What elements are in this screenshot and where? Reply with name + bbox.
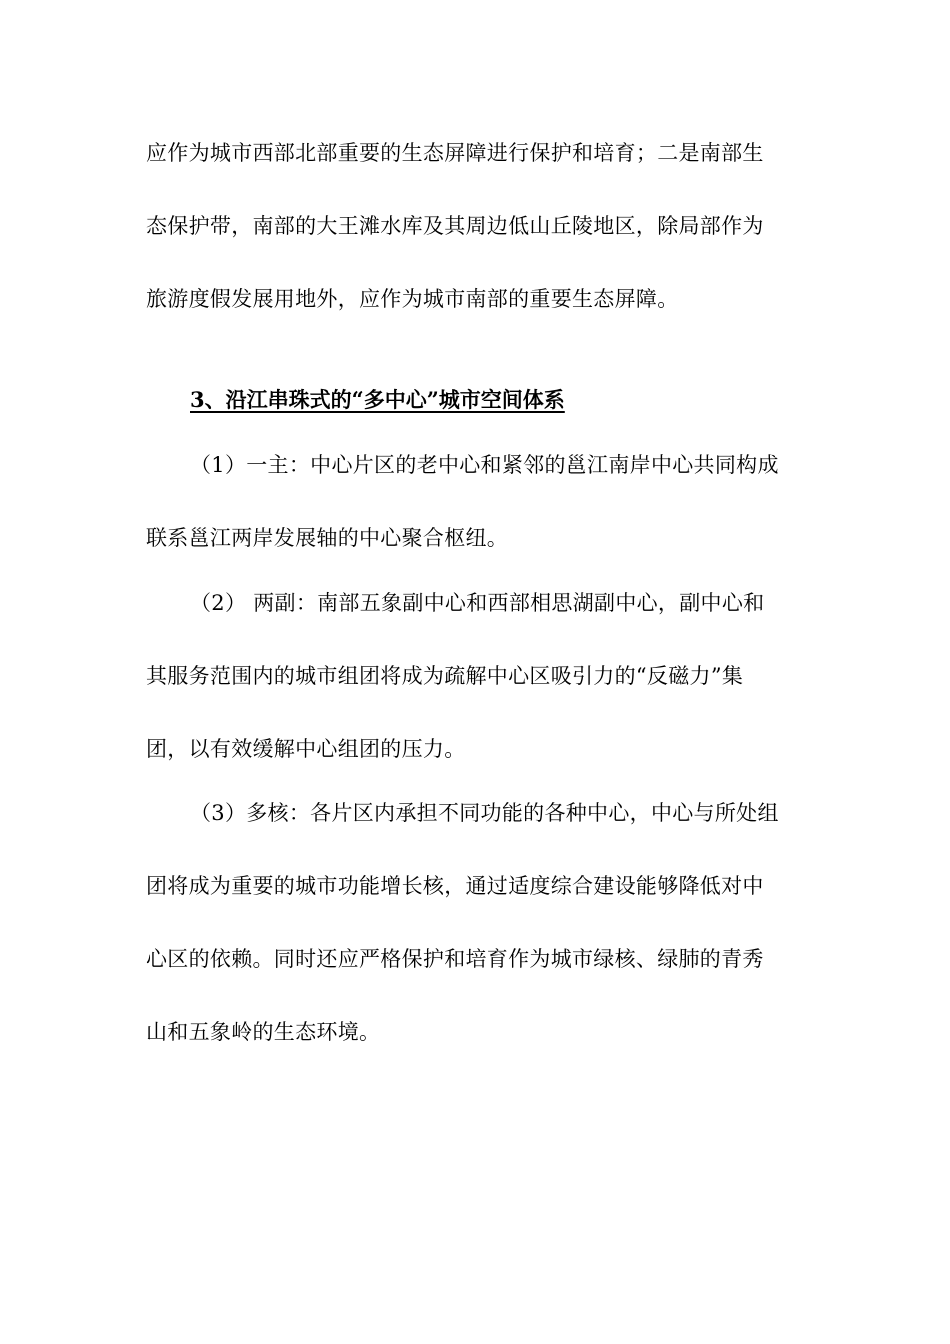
item-3-line-4: 山和五象岭的生态环境。 bbox=[146, 1020, 381, 1044]
item-2-line-2: 其服务范围内的城市组团将成为疏解中心区吸引力的“反磁力”集 bbox=[146, 664, 744, 688]
paragraph-intro-line-3: 旅游度假发展用地外，应作为城市南部的重要生态屏障。 bbox=[146, 287, 679, 311]
item-3-line-1: （3）多核：各片区内承担不同功能的各种中心，中心与所处组 bbox=[190, 801, 779, 825]
item-3-line-3: 心区的依赖。同时还应严格保护和培育作为城市绿核、绿肺的青秀 bbox=[146, 947, 764, 971]
item-2-line-1: （2） 两副：南部五象副中心和西部相思湖副中心，副中心和 bbox=[190, 591, 765, 615]
item-1-line-1: （1）一主：中心片区的老中心和紧邻的邕江南岸中心共同构成 bbox=[190, 453, 779, 477]
item-1-line-2: 联系邕江两岸发展轴的中心聚合枢纽。 bbox=[146, 526, 509, 550]
item-3-line-2: 团将成为重要的城市功能增长核，通过适度综合建设能够降低对中 bbox=[146, 874, 764, 898]
paragraph-intro-line-2: 态保护带，南部的大王滩水库及其周边低山丘陵地区，除局部作为 bbox=[146, 214, 764, 238]
section-heading: 3、沿江串珠式的“多中心”城市空间体系 bbox=[190, 387, 565, 412]
paragraph-intro-line-1: 应作为城市西部北部重要的生态屏障进行保护和培育；二是南部生 bbox=[146, 141, 764, 165]
item-2-line-3: 团，以有效缓解中心组团的压力。 bbox=[146, 737, 466, 761]
